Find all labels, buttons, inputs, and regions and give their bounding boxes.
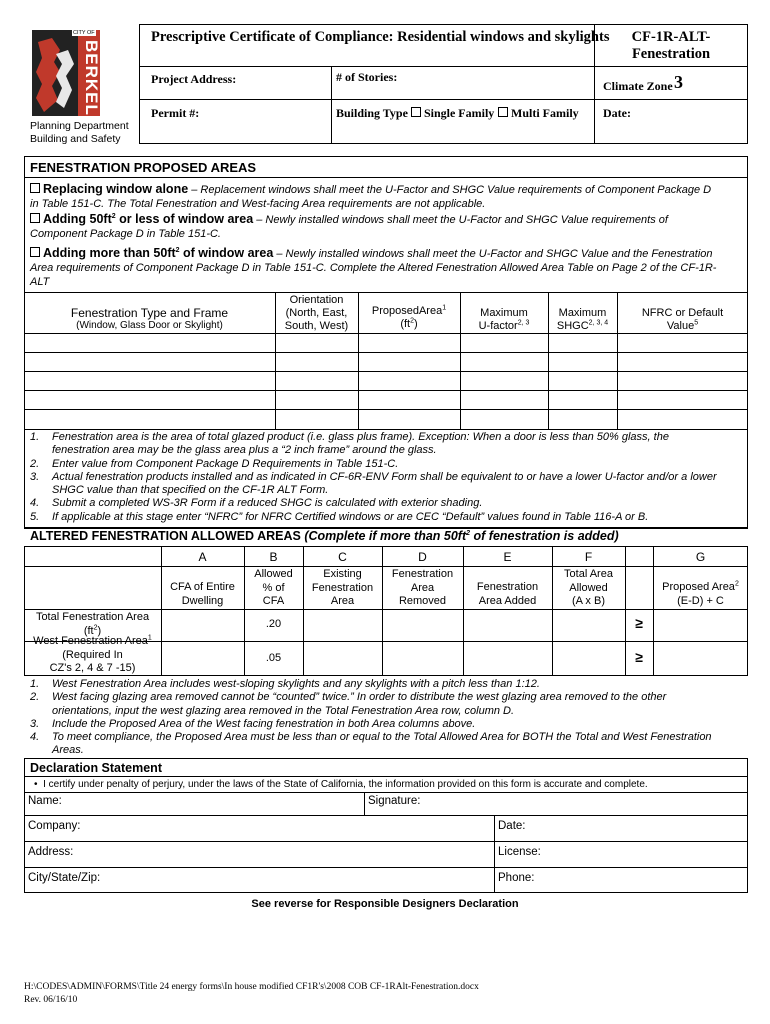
climate-zone-label: Climate Zone	[603, 79, 673, 93]
anote-2-n: 2.	[30, 691, 40, 704]
permit-label: Permit #:	[151, 106, 200, 120]
col-g-sup: 2	[734, 580, 739, 588]
col-g-head	[653, 581, 748, 608]
anote-1-l1: West Fenestration Area includes west-sloping skylights and any skylights with a pitch less than 1:12.	[52, 678, 540, 690]
proposed-heading: FENESTRATION PROPOSED AREAS	[30, 160, 257, 175]
col-g-l1: Proposed Area	[662, 581, 735, 593]
col-f-l1: Total Area	[564, 568, 613, 580]
climate-zone-value: 3	[674, 72, 683, 92]
row2-l2: (Required In	[62, 648, 123, 661]
logo-city-name: BERKELEY	[82, 40, 101, 141]
area-l2-end: )	[414, 318, 418, 330]
anote-3-l1: Include the Proposed Area of the West facing fenestration in both Area columns above.	[52, 717, 476, 730]
row2-sup: 1	[147, 634, 152, 642]
opt3-title-a: Adding more than 50ft	[43, 246, 176, 260]
altered-note-b: of fenestration is added)	[470, 529, 619, 543]
altered-note-a: (Complete if more than 50ft	[304, 529, 467, 543]
adding-more-checkbox[interactable]	[30, 247, 40, 257]
ufac-l1: Maximum	[480, 307, 528, 319]
opt3-text3: ALT	[30, 276, 50, 288]
department-line2: Building and Safety	[30, 133, 121, 145]
col-type-title: Fenestration Type and Frame	[70, 306, 229, 320]
pnote-3-n: 3.	[30, 470, 40, 483]
nfrc-sup: 5	[694, 319, 699, 327]
address-label: Address:	[28, 846, 74, 858]
area-l2-sup: 2	[410, 317, 414, 325]
row-west-ge: ≥	[635, 649, 643, 665]
city-label: City/State/Zip:	[28, 872, 101, 884]
building-type-label: Building Type	[336, 106, 408, 120]
anote-4-l2: Areas.	[52, 744, 84, 757]
ufac-sup: 2, 3	[517, 319, 530, 327]
pnote-3-l2: SHGC value than that specified on the CF-1R ALT Form.	[52, 484, 329, 497]
area-l2: (ft	[400, 318, 411, 330]
row-west-label	[24, 635, 161, 676]
col-c-l2: Fenestration	[311, 581, 374, 594]
footer-rev: Rev. 06/16/10	[24, 995, 78, 1005]
shgc-l2: SHGC	[556, 320, 589, 332]
opt1-text2: in Table 151-C. The Total Fenestration and West-facing Area requirements are not applicable.	[30, 198, 486, 210]
col-c-l3: Area	[330, 595, 355, 607]
col-f-head	[552, 568, 625, 609]
opt2-text1: – Newly installed windows shall meet the U-Factor and SHGC Value requirements of	[253, 214, 668, 226]
anote-3-n: 3.	[30, 717, 40, 730]
col-a-l1: CFA of Entire	[170, 581, 235, 593]
nfrc-l1: NFRC or Default	[641, 307, 724, 319]
opt2-text2: Component Package D in Table 151-C.	[30, 228, 221, 240]
multi-family-row	[498, 106, 579, 121]
letter-a: A	[198, 550, 207, 564]
pnote-4-l1: Submit a completed WS-3R Form if a reduced SHGC is calculated with exterior shading.	[52, 497, 483, 510]
project-address-label: Project Address:	[151, 72, 237, 86]
pnote-4-n: 4.	[30, 497, 40, 510]
opt3-title-sup: 2	[175, 246, 180, 254]
altered-notes	[30, 678, 744, 758]
opt2-title-sup: 2	[111, 212, 116, 220]
letter-b: B	[269, 550, 278, 564]
name-label: Name:	[28, 795, 62, 807]
area-l1-sup: 1	[442, 304, 447, 312]
orient-l1: Orientation	[289, 294, 344, 306]
pnote-5-n: 5.	[30, 510, 40, 523]
altered-heading-row	[30, 529, 619, 543]
col-a-l2: Dwelling	[181, 594, 224, 607]
phone-label: Phone:	[498, 872, 535, 884]
col-max-ufactor	[460, 307, 548, 333]
footer-path: H:\CODES\ADMIN\FORMS\Title 24 energy forms\In house modified CF1R's\2008 COB CF-1RAlt-Fenestration.docx	[24, 982, 479, 992]
statement-text: I certify under penalty of perjury, under the laws of the State of California, the information provided on this form is accurate and complete.	[43, 779, 648, 790]
option-replacing	[30, 182, 744, 211]
project-address-field[interactable]	[255, 68, 327, 96]
anote-2-l2: orientations, input the west glazing area removed in the Total Fenestration Area row, column D.	[52, 704, 515, 717]
col-d-l3: Removed	[398, 595, 447, 607]
phone-field[interactable]	[545, 869, 743, 891]
opt3-text1: – Newly installed windows shall meet the U-Factor and SHGC Value and the Fenestration	[273, 248, 713, 260]
form-id-line2: Fenestration	[631, 46, 711, 62]
address-field[interactable]	[80, 843, 490, 865]
form-id-line1: CF-1R-ALT-	[631, 29, 711, 45]
date-label: Date:	[603, 106, 631, 120]
col-d-l2: Area	[410, 581, 435, 594]
anote-4-l1: To meet compliance, the Proposed Area must be less than or equal to the Total Allowed Area for BOTH the Total and West Fenestration	[52, 731, 712, 744]
proposed-notes	[30, 431, 744, 524]
col-c-head	[303, 568, 382, 609]
col-e-l1: Fenestration	[476, 581, 539, 593]
single-family-checkbox[interactable]	[411, 107, 421, 117]
anote-1-n: 1.	[30, 678, 40, 690]
row-total-ge: ≥	[635, 615, 643, 631]
col-e-head	[463, 581, 552, 608]
logo-city-of: CITY OF	[73, 30, 95, 36]
area-l1: ProposedArea	[371, 305, 443, 317]
col-d-head	[382, 568, 463, 609]
stories-label: # of Stories:	[336, 70, 398, 84]
opt1-text1: Replacement windows shall meet the U-Factor and SHGC Value requirements of Component Package D	[200, 184, 712, 196]
row1-end: )	[97, 624, 102, 637]
single-family-label: Single Family	[423, 106, 495, 120]
company-field[interactable]	[90, 817, 490, 839]
building-type-row	[336, 106, 494, 121]
row2-l3: CZ's 2, 4 & 7 -15)	[49, 662, 136, 674]
row1-l2: (ft	[83, 624, 94, 637]
col-g-l2: (E-D) + C	[677, 594, 724, 607]
col-proposed-area	[358, 305, 460, 331]
page-title: Prescriptive Certificate of Compliance: Residential windows and skylights	[151, 29, 610, 45]
col-max-shgc	[548, 307, 617, 333]
pnote-1-l2: fenestration area may be the glass area plus a “2 inch frame” around the glass.	[52, 444, 437, 457]
orient-l2: (North, East,	[285, 307, 348, 319]
altered-heading: ALTERED FENESTRATION ALLOWED AREAS	[30, 529, 301, 543]
declaration-heading: Declaration Statement	[30, 761, 162, 775]
department-line1: Planning Department	[30, 120, 129, 132]
replacing-checkbox[interactable]	[30, 183, 40, 193]
col-fenestration-type	[24, 306, 275, 331]
signature-label: Signature:	[368, 795, 421, 807]
decl-date-label: Date:	[498, 820, 526, 832]
letter-g: G	[695, 550, 706, 564]
ufac-l2: U-factor	[478, 320, 518, 332]
shgc-l1: Maximum	[558, 307, 607, 319]
row-total-b: .20	[265, 618, 282, 630]
declaration-statement	[34, 779, 648, 790]
signature-field[interactable]	[430, 794, 744, 814]
letter-e: E	[503, 550, 512, 564]
row-west-b: .05	[265, 652, 282, 664]
pnote-2-n: 2.	[30, 457, 40, 470]
orient-l3: South, West)	[284, 320, 349, 332]
opt3-text2: Area requirements of Component Package D in Table 151-C. Complete the Altered Fenestration Allowed Area Table on Page 2 of the CF-1R-	[30, 262, 717, 274]
anote-2-l1: West facing glazing area removed cannot be “counted” twice.” In order to distribute the west glazing area removed to the other	[52, 691, 667, 704]
opt2-title-b: or less of window area	[115, 212, 254, 226]
col-b-l3: CFA	[262, 595, 285, 607]
license-label: License:	[498, 846, 541, 858]
col-type-sub: (Window, Glass Door or Skylight)	[76, 320, 223, 331]
col-f-l2: Allowed	[569, 581, 608, 594]
opt2-title-a: Adding 50ft	[43, 212, 112, 226]
option-adding-more	[30, 246, 744, 289]
bullet: •	[34, 779, 38, 790]
row-total-label	[24, 611, 161, 638]
col-a-head	[161, 581, 244, 608]
multi-family-checkbox[interactable]	[498, 107, 508, 117]
pnote-1-l1: Fenestration area is the area of total glazed product (i.e. glass plus frame). Exception: When a door is less than 50% glass, the	[52, 431, 669, 443]
letter-c: C	[338, 550, 347, 564]
option-adding-50	[30, 212, 744, 241]
letter-d: D	[418, 550, 427, 564]
shgc-sup: 2, 3, 4	[588, 319, 609, 327]
adding-50-checkbox[interactable]	[30, 213, 40, 223]
col-b-head	[244, 568, 303, 609]
opt1-dash: –	[188, 184, 201, 196]
col-orientation	[275, 294, 358, 333]
col-c-l1: Existing	[323, 568, 362, 580]
col-e-l2: Area Added	[478, 594, 537, 607]
col-f-l3: (A x B)	[571, 595, 605, 607]
col-nfrc	[617, 307, 748, 333]
opt1-title: Replacing window alone	[43, 182, 189, 196]
row1-sup: 2	[93, 623, 98, 631]
pnote-1-n: 1.	[30, 431, 40, 443]
license-field[interactable]	[550, 843, 743, 865]
city-field[interactable]	[110, 869, 490, 891]
altered-note-sup: 2	[466, 529, 471, 537]
pnote-5-l1: If applicable at this stage enter “NFRC” for NFRC Certified windows or are CEC “Default” values found in Table 116-A or B.	[52, 510, 649, 523]
row1-l1: Total Fenestration Area	[35, 611, 150, 623]
col-b-l1: Allowed	[254, 568, 293, 580]
see-reverse-note: See reverse for Responsible Designers Declaration	[251, 898, 519, 910]
col-d-l1: Fenestration	[391, 568, 454, 580]
company-label: Company:	[28, 820, 81, 832]
col-b-l2: % of	[262, 581, 285, 594]
decl-date-field[interactable]	[535, 817, 743, 839]
name-field[interactable]	[80, 794, 360, 814]
anote-4-n: 4.	[30, 731, 40, 744]
pnote-3-l1: Actual fenestration products installed and as indicated in CF-6R-ENV Form shall be equivalent to or have a lower U-factor and/or a lower	[52, 470, 717, 483]
nfrc-l2: Value	[666, 320, 695, 332]
row2-l1: West Fenestration Area	[33, 635, 148, 647]
opt3-title-b: of window area	[179, 246, 274, 260]
pnote-2-l1: Enter value from Component Package D Requirements in Table 151-C.	[52, 457, 399, 470]
letter-f: F	[584, 550, 593, 564]
multi-family-label: Multi Family	[511, 106, 579, 120]
